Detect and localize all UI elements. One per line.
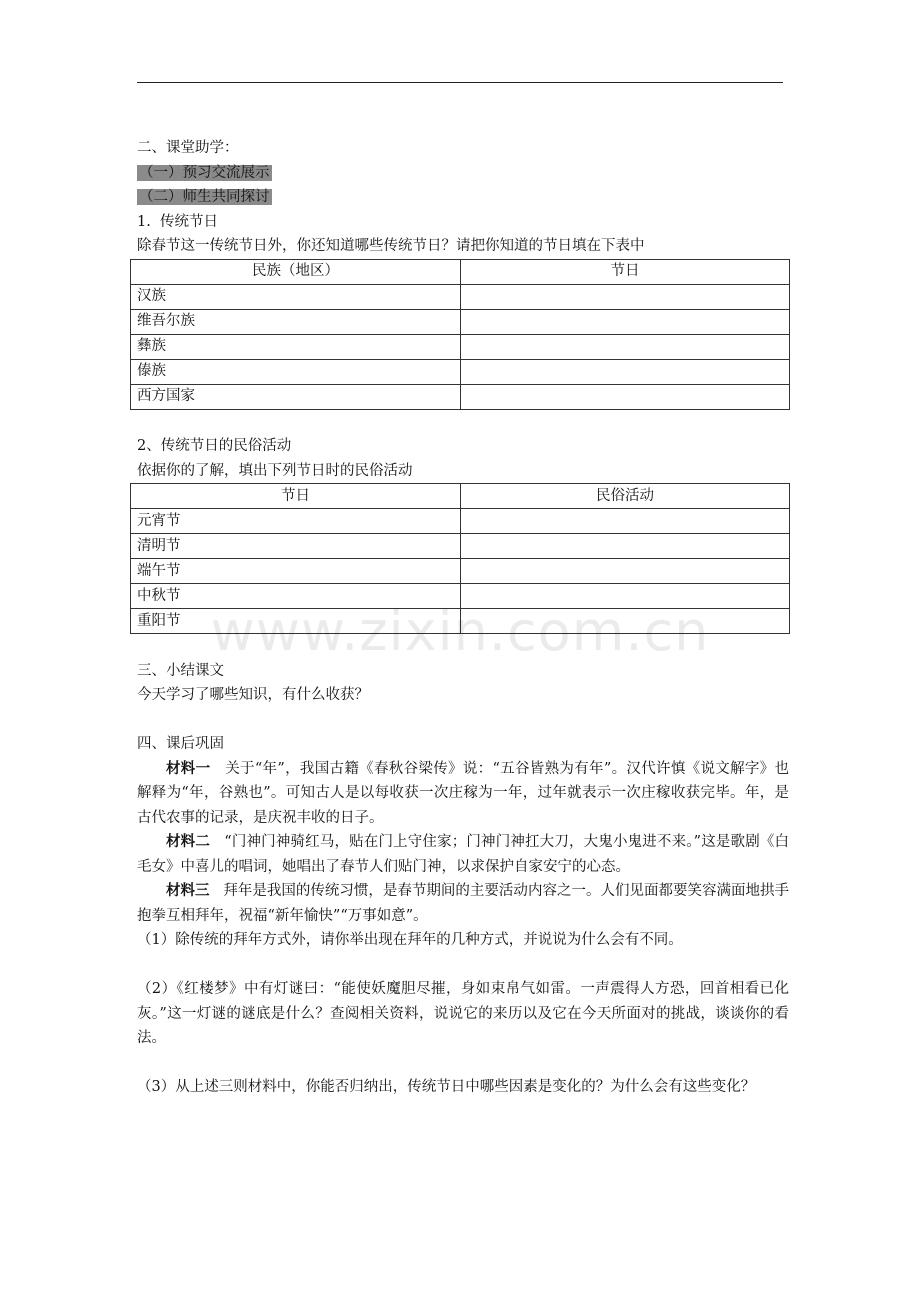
material-label: 材料一 xyxy=(166,759,211,777)
item-1-prompt: 除春节这一传统节日外，你还知道哪些传统节日？请把你知道的节日填在下表中 xyxy=(137,238,645,254)
table-cell: 西方国家 xyxy=(131,384,461,409)
table-header-row xyxy=(131,259,790,284)
question-2: （2）《红楼梦》中有灯谜曰：“能使妖魔胆尽摧，身如束帛气如雷。一声震得人方恐，回首相看已化灰。”这一灯谜的谜底是什么？查阅相关资料，说说它的来历以及它在今天所面对的挑战，谈谈你的看法。 xyxy=(137,981,789,1046)
table-cell-input[interactable] xyxy=(461,609,790,634)
table-cell-input[interactable] xyxy=(461,309,790,334)
table-cell: 元宵节 xyxy=(131,509,461,534)
table-cell-input[interactable] xyxy=(461,584,790,609)
question-1: （1）除传统的拜年方式外，请你举出现在拜年的几种方式，并说说为什么会有不同。 xyxy=(137,932,683,948)
table-row xyxy=(131,584,790,609)
table-cell: 彝族 xyxy=(131,334,461,359)
item-1-title: 1. 传统节日 xyxy=(137,213,219,230)
table-header-cell: 节日 xyxy=(461,259,790,284)
table-cell-input[interactable] xyxy=(461,384,790,409)
table-row xyxy=(131,334,790,359)
section-2-heading: 二、课堂助学： xyxy=(137,140,239,156)
table-cell: 端午节 xyxy=(131,559,461,584)
table-cell-input[interactable] xyxy=(461,559,790,584)
table-row xyxy=(131,559,790,584)
table-cell-input[interactable] xyxy=(461,284,790,309)
material-label: 材料三 xyxy=(166,882,210,899)
section-2-sub-2: （二）师生共同探讨 xyxy=(139,189,270,205)
watermark: www.zixin.com.cn xyxy=(210,600,710,663)
material-text: “门神门神骑红马，贴在门上守住家；门神门神扛大刀，大鬼小鬼进不来。”这是歌剧《白毛女》中喜儿的唱词，她唱出了春节人们贴门神，以求保护自家安宁的心态。 xyxy=(137,834,790,875)
table-cell: 维吾尔族 xyxy=(131,309,461,334)
festival-table xyxy=(130,259,790,410)
table-cell: 傣族 xyxy=(131,359,461,384)
table-cell: 清明节 xyxy=(131,534,461,559)
table-row xyxy=(131,534,790,559)
item-2-prompt: 依据你的了解，填出下列节日时的民俗活动 xyxy=(137,462,413,479)
material-label: 材料二 xyxy=(166,833,210,850)
table-cell: 重阳节 xyxy=(131,609,461,634)
section-4-heading: 四、课后巩固 xyxy=(137,736,224,752)
table-cell-input[interactable] xyxy=(461,509,790,534)
document-body xyxy=(137,136,789,1100)
material-1 xyxy=(137,757,789,831)
custom-table xyxy=(130,483,790,634)
table-header-cell: 节日 xyxy=(131,484,461,509)
table-header-row xyxy=(131,484,790,509)
table-row xyxy=(131,284,790,309)
table-header-cell: 民俗活动 xyxy=(461,484,790,509)
table-row xyxy=(131,609,790,634)
section-3-heading: 三、小结课文 xyxy=(137,662,224,679)
material-3 xyxy=(137,879,789,928)
table-row xyxy=(131,309,790,334)
table-cell: 汉族 xyxy=(131,284,461,309)
section-2-sub-1: （一）预习交流展示 xyxy=(139,164,270,181)
table-header-cell: 民族（地区） xyxy=(131,259,461,284)
table-cell-input[interactable] xyxy=(461,534,790,559)
table-row xyxy=(131,384,790,409)
item-2-title: 2、传统节日的民俗活动 xyxy=(137,438,292,454)
table-cell-input[interactable] xyxy=(461,334,790,359)
section-3-text: 今天学习了哪些知识，有什么收获？ xyxy=(137,687,369,703)
header-rule xyxy=(137,82,783,83)
table-row xyxy=(131,509,790,534)
table-row xyxy=(131,359,790,384)
material-text: 拜年是我国的传统习惯，是春节期间的主要活动内容之一。人们见面都要笑容满面地拱手抱拳互相拜年，祝福“新年愉快”“万事如意”。 xyxy=(137,883,790,924)
material-2 xyxy=(137,830,789,879)
question-3: （3）从上述三则材料中，你能否归纳出，传统节日中哪些因素是变化的？为什么会有这些变化？ xyxy=(137,1079,756,1095)
table-cell: 中秋节 xyxy=(131,584,461,609)
table-cell-input[interactable] xyxy=(461,359,790,384)
material-text: 关于“年”，我国古籍《春秋谷梁传》说：“五谷皆熟为有年”。汉代许慎《说文解字》也解释为“年，谷熟也”。可知古人是以每收获一次庄稼为一年，过年就表示一次庄稼收获完毕。年，是古代农事的记录，是庆祝丰收的日子。 xyxy=(137,760,789,826)
